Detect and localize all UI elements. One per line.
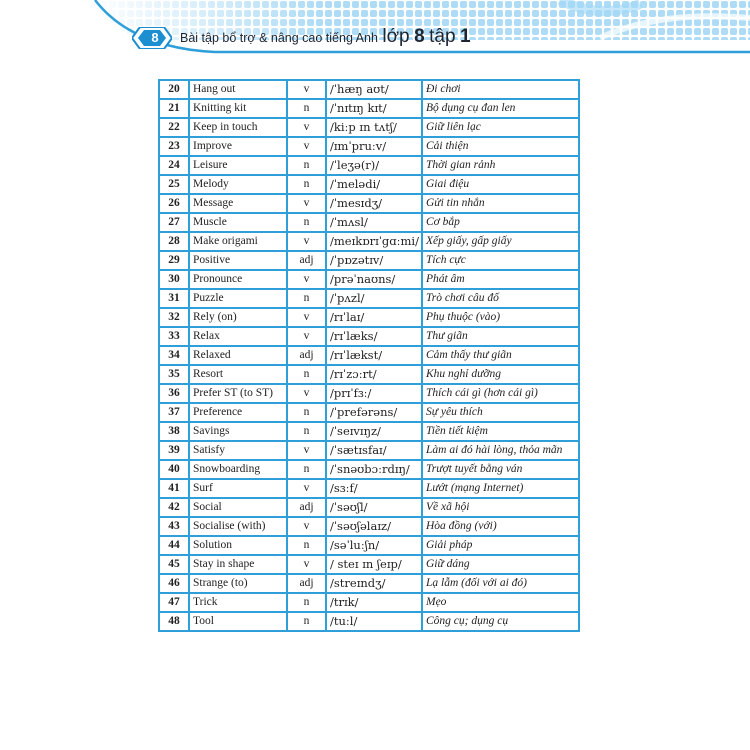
table-row: [159, 289, 579, 308]
row-number: 33: [159, 327, 189, 346]
vocab-word: Social: [189, 498, 287, 517]
pronunciation: /ˈsnəʊbɔːrdɪŋ/: [326, 460, 422, 479]
row-number: 48: [159, 612, 189, 631]
title-grade-number: 8: [414, 26, 425, 47]
table-row: [159, 460, 579, 479]
vietnamese-meaning: Về xã hội: [422, 498, 579, 517]
vocab-word: Keep in touch: [189, 118, 287, 137]
vietnamese-meaning: Giai điệu: [422, 175, 579, 194]
part-of-speech: v: [287, 118, 326, 137]
vietnamese-meaning: Cơ bắp: [422, 213, 579, 232]
vietnamese-meaning: Giữ dáng: [422, 555, 579, 574]
table-row: [159, 346, 579, 365]
pronunciation: /ˈleʒə(r)/: [326, 156, 422, 175]
pronunciation: /ˈsəʊʃəlaɪz/: [326, 517, 422, 536]
part-of-speech: v: [287, 308, 326, 327]
row-number: 28: [159, 232, 189, 251]
vocab-word: Trick: [189, 593, 287, 612]
table-row: [159, 251, 579, 270]
row-number: 24: [159, 156, 189, 175]
part-of-speech: adj: [287, 346, 326, 365]
vocab-word: Socialise (with): [189, 517, 287, 536]
table-row: [159, 422, 579, 441]
vietnamese-meaning: Thời gian rảnh: [422, 156, 579, 175]
pronunciation: /trɪk/: [326, 593, 422, 612]
vietnamese-meaning: Mẹo: [422, 593, 579, 612]
pronunciation: /ˈsætɪsfaɪ/: [326, 441, 422, 460]
part-of-speech: n: [287, 460, 326, 479]
vocab-word: Stay in shape: [189, 555, 287, 574]
part-of-speech: v: [287, 232, 326, 251]
part-of-speech: v: [287, 137, 326, 156]
pronunciation: /tuːl/: [326, 612, 422, 631]
vietnamese-meaning: Lạ lẫm (đối với ai đó): [422, 574, 579, 593]
table-row: [159, 479, 579, 498]
vietnamese-meaning: Lướt (mạng Internet): [422, 479, 579, 498]
row-number: 44: [159, 536, 189, 555]
part-of-speech: v: [287, 327, 326, 346]
row-number: 41: [159, 479, 189, 498]
page-number: 8: [151, 30, 159, 45]
vietnamese-meaning: Giải pháp: [422, 536, 579, 555]
pronunciation: /ˈsəʊʃl/: [326, 498, 422, 517]
part-of-speech: v: [287, 80, 326, 99]
vocab-word: Knitting kit: [189, 99, 287, 118]
part-of-speech: v: [287, 270, 326, 289]
pronunciation: /ˈprefərəns/: [326, 403, 422, 422]
vocab-word: Prefer ST (to ST): [189, 384, 287, 403]
vocab-word: Melody: [189, 175, 287, 194]
vietnamese-meaning: Trượt tuyết bằng ván: [422, 460, 579, 479]
table-row: [159, 498, 579, 517]
pronunciation: /rɪˈlækst/: [326, 346, 422, 365]
table-row: [159, 137, 579, 156]
row-number: 25: [159, 175, 189, 194]
vietnamese-meaning: Khu nghỉ dưỡng: [422, 365, 579, 384]
row-number: 36: [159, 384, 189, 403]
row-number: 22: [159, 118, 189, 137]
table-row: [159, 80, 579, 99]
vocab-word: Pronounce: [189, 270, 287, 289]
row-number: 45: [159, 555, 189, 574]
row-number: 31: [159, 289, 189, 308]
vietnamese-meaning: Cảm thấy thư giãn: [422, 346, 579, 365]
vietnamese-meaning: Bộ dụng cụ đan len: [422, 99, 579, 118]
pronunciation: /rɪˈzɔːrt/: [326, 365, 422, 384]
table-row: [159, 327, 579, 346]
pronunciation: /ɪmˈpruːv/: [326, 137, 422, 156]
pronunciation: /ˈseɪvɪŋz/: [326, 422, 422, 441]
row-number: 46: [159, 574, 189, 593]
vietnamese-meaning: Xếp giấy, gấp giấy: [422, 232, 579, 251]
table-row: [159, 194, 579, 213]
row-number: 27: [159, 213, 189, 232]
vocab-word: Strange (to): [189, 574, 287, 593]
table-row: [159, 365, 579, 384]
row-number: 42: [159, 498, 189, 517]
pronunciation: /prɪˈfɜː/: [326, 384, 422, 403]
part-of-speech: n: [287, 612, 326, 631]
part-of-speech: n: [287, 99, 326, 118]
row-number: 29: [159, 251, 189, 270]
pronunciation: /ˈpɒzətɪv/: [326, 251, 422, 270]
part-of-speech: v: [287, 194, 326, 213]
table-row: [159, 403, 579, 422]
pronunciation: /ˈhæŋ aʊt/: [326, 80, 422, 99]
row-number: 47: [159, 593, 189, 612]
vocab-word: Preference: [189, 403, 287, 422]
part-of-speech: n: [287, 593, 326, 612]
pronunciation: /ˈnɪtɪŋ kɪt/: [326, 99, 422, 118]
page-header: [0, 0, 750, 62]
table-row: [159, 156, 579, 175]
table-row: [159, 441, 579, 460]
title-volume-number: 1: [459, 26, 471, 47]
vocab-word: Leisure: [189, 156, 287, 175]
vietnamese-meaning: Thích cái gì (hơn cái gì): [422, 384, 579, 403]
title-grade-word: lớp: [382, 26, 410, 47]
vietnamese-meaning: Đi chơi: [422, 80, 579, 99]
vocab-word: Solution: [189, 536, 287, 555]
vocab-word: Snowboarding: [189, 460, 287, 479]
vietnamese-meaning: Công cụ; dụng cụ: [422, 612, 579, 631]
vocab-word: Savings: [189, 422, 287, 441]
table-row: [159, 555, 579, 574]
title-volume-word: tập: [429, 26, 456, 47]
vietnamese-meaning: Trò chơi câu đố: [422, 289, 579, 308]
table-row: [159, 517, 579, 536]
table-row: [159, 99, 579, 118]
table-row: [159, 270, 579, 289]
pronunciation: /rɪˈlæks/: [326, 327, 422, 346]
table-row: [159, 536, 579, 555]
table-row: [159, 612, 579, 631]
vocab-word: Resort: [189, 365, 287, 384]
table-row: [159, 384, 579, 403]
part-of-speech: n: [287, 403, 326, 422]
part-of-speech: n: [287, 536, 326, 555]
pronunciation: /ˈmʌsl/: [326, 213, 422, 232]
part-of-speech: n: [287, 175, 326, 194]
vietnamese-meaning: Làm ai đó hài lòng, thỏa mãn: [422, 441, 579, 460]
table-row: [159, 118, 579, 137]
vocab-word: Positive: [189, 251, 287, 270]
title-main: Bài tập bổ trợ & nâng cao tiếng Anh: [180, 31, 378, 45]
vocab-word: Satisfy: [189, 441, 287, 460]
part-of-speech: v: [287, 517, 326, 536]
vocab-word: Make origami: [189, 232, 287, 251]
vietnamese-meaning: Thư giãn: [422, 327, 579, 346]
vocabulary-table: [158, 79, 580, 632]
row-number: 21: [159, 99, 189, 118]
vietnamese-meaning: Sự yêu thích: [422, 403, 579, 422]
book-title: [180, 26, 471, 48]
part-of-speech: adj: [287, 498, 326, 517]
row-number: 30: [159, 270, 189, 289]
part-of-speech: v: [287, 384, 326, 403]
row-number: 38: [159, 422, 189, 441]
part-of-speech: n: [287, 422, 326, 441]
vocab-word: Rely (on): [189, 308, 287, 327]
vocab-word: Puzzle: [189, 289, 287, 308]
part-of-speech: v: [287, 555, 326, 574]
vocab-word: Hang out: [189, 80, 287, 99]
table-row: [159, 308, 579, 327]
part-of-speech: n: [287, 365, 326, 384]
pronunciation: /ˈmesɪdʒ/: [326, 194, 422, 213]
row-number: 20: [159, 80, 189, 99]
vocab-word: Improve: [189, 137, 287, 156]
part-of-speech: adj: [287, 574, 326, 593]
part-of-speech: n: [287, 213, 326, 232]
vocab-word: Message: [189, 194, 287, 213]
vietnamese-meaning: Phụ thuộc (vào): [422, 308, 579, 327]
pronunciation: /ˈpʌzl/: [326, 289, 422, 308]
vietnamese-meaning: Hòa đồng (với): [422, 517, 579, 536]
vietnamese-meaning: Tiền tiết kiệm: [422, 422, 579, 441]
vocab-word: Relaxed: [189, 346, 287, 365]
pronunciation: /meɪkɒrɪˈgɑːmi/: [326, 232, 422, 251]
table-row: [159, 213, 579, 232]
part-of-speech: n: [287, 156, 326, 175]
table-row: [159, 175, 579, 194]
row-number: 26: [159, 194, 189, 213]
table-row: [159, 232, 579, 251]
row-number: 37: [159, 403, 189, 422]
vocab-word: Muscle: [189, 213, 287, 232]
part-of-speech: v: [287, 441, 326, 460]
part-of-speech: n: [287, 289, 326, 308]
vietnamese-meaning: Giữ liên lạc: [422, 118, 579, 137]
row-number: 43: [159, 517, 189, 536]
pronunciation: /ˈmelədi/: [326, 175, 422, 194]
row-number: 23: [159, 137, 189, 156]
pronunciation: / steɪ ɪn ʃeɪp/: [326, 555, 422, 574]
pronunciation: /kiːp ɪn tʌtʃ/: [326, 118, 422, 137]
vietnamese-meaning: Phát âm: [422, 270, 579, 289]
pronunciation: /rɪˈlaɪ/: [326, 308, 422, 327]
part-of-speech: adj: [287, 251, 326, 270]
table-row: [159, 574, 579, 593]
vocab-word: Relax: [189, 327, 287, 346]
pronunciation: /prəˈnaʊns/: [326, 270, 422, 289]
row-number: 35: [159, 365, 189, 384]
row-number: 39: [159, 441, 189, 460]
vietnamese-meaning: Tích cực: [422, 251, 579, 270]
vietnamese-meaning: Cải thiện: [422, 137, 579, 156]
table-row: [159, 593, 579, 612]
pronunciation: /səˈluːʃn/: [326, 536, 422, 555]
pronunciation: /streɪndʒ/: [326, 574, 422, 593]
row-number: 34: [159, 346, 189, 365]
row-number: 32: [159, 308, 189, 327]
vocab-word: Surf: [189, 479, 287, 498]
part-of-speech: v: [287, 479, 326, 498]
vocab-word: Tool: [189, 612, 287, 631]
row-number: 40: [159, 460, 189, 479]
pronunciation: /sɜːf/: [326, 479, 422, 498]
vietnamese-meaning: Gửi tin nhắn: [422, 194, 579, 213]
vocabulary-table-body: [159, 80, 579, 631]
